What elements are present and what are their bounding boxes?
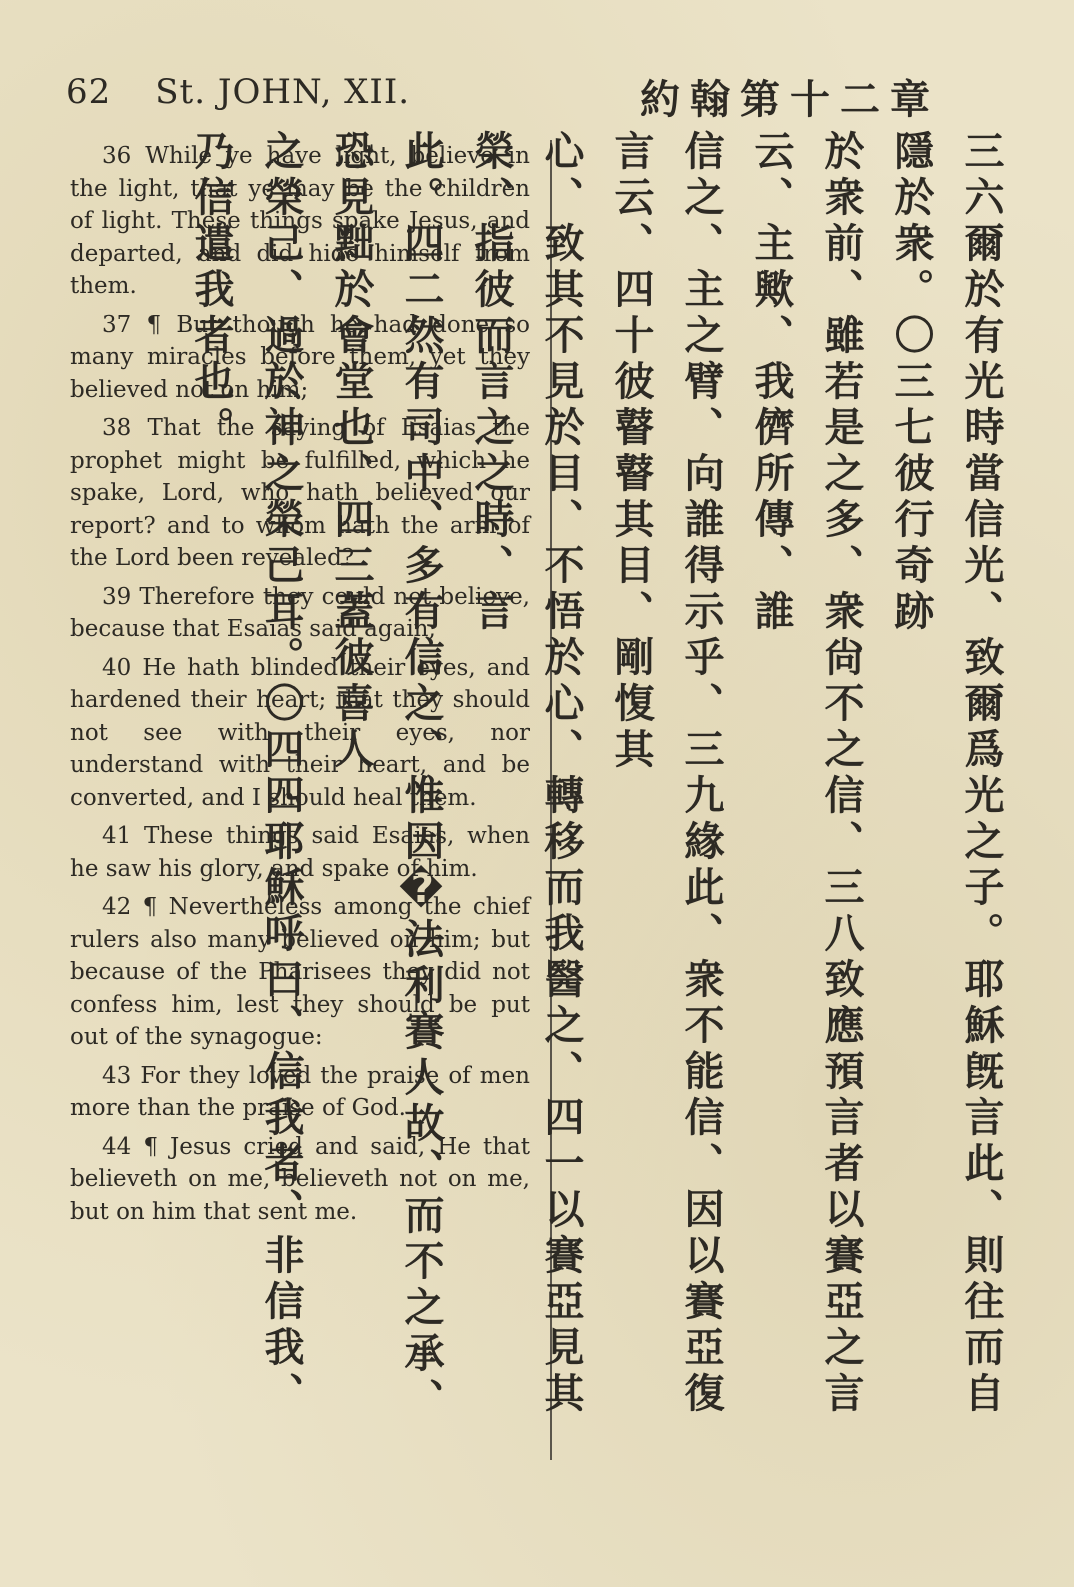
verse-44: 44 ¶ Jesus cried and said, He that believeth on me, believeth not on me, but on him that sent me.	[70, 1133, 530, 1225]
chinese-line: 此。四二然有司中、多有信之、惟因�法利賽人故、而不之承、恐見黜於會堂也、四三蓋彼喜人	[328, 130, 444, 1424]
chinese-line: 三六爾於有光時當信光、致爾爲光之子。耶穌旣言此、則往而自隱於衆。〇三七彼行奇跡	[888, 130, 1004, 1418]
chinese-line: 之榮己、過於神之榮己耳。〇四四耶穌呼曰、信我者、非信我、乃信遣我者也。	[188, 130, 304, 1418]
verse-43: 43 For they loved the praise of men more than the praise of God.	[70, 1062, 530, 1121]
chinese-line: 心、致其不見於目、不悟於心、轉移而我醫之、四一以賽亞見其榮、指彼而言之之時、言	[468, 130, 584, 1418]
verse-37: 37 ¶ But though he had done so many miracles before them, yet they believed not on him;	[70, 311, 530, 403]
verse-40: 40 He hath blinded their eyes, and hardened their heart; that they should not see with their eyes, nor understand with their heart, and be converted, and I should heal them.	[70, 654, 530, 811]
verse-41: 41 These things said Esaias, when he saw his glory, and spake of him.	[70, 823, 530, 882]
verse-38: 38 That the saying of Esaias the prophet might be fulfilled, which he spake, Lord, who hath believed our report? and to whom hath the arm of the Lord been revealed?	[70, 415, 530, 571]
chinese-running-title: 約翰第十二章	[640, 77, 940, 123]
page-number: 62	[66, 72, 112, 112]
chinese-line: 信之、主之臂、向誰得示乎、三九緣此、衆不能信、因以賽亞復言云、四十彼瞽瞽其目、剛愎其	[608, 130, 724, 1418]
verse-42: 42 ¶ Nevertheless among the chief rulers also many believed on him; but because of the Pharisees they did not confess him, lest they should be put out of the synagogue:	[70, 894, 530, 1050]
page-header	[66, 72, 410, 122]
running-title: St. JOHN, XII.	[155, 72, 411, 112]
chinese-text-column	[176, 130, 1016, 1460]
chinese-line: 於衆前、雖若是之多、衆尙不之信、三八致應預言者以賽亞之言云、主歟、我儕所傳、誰	[748, 130, 864, 1418]
verse-36: 36 While ye have light, believe in the light, that ye may be the children of light. These things spake Jesus, and departed, and did hide himself from them.	[70, 143, 530, 299]
verse-39: 39 Therefore they could not believe, because that Esaias said again,	[70, 583, 530, 642]
